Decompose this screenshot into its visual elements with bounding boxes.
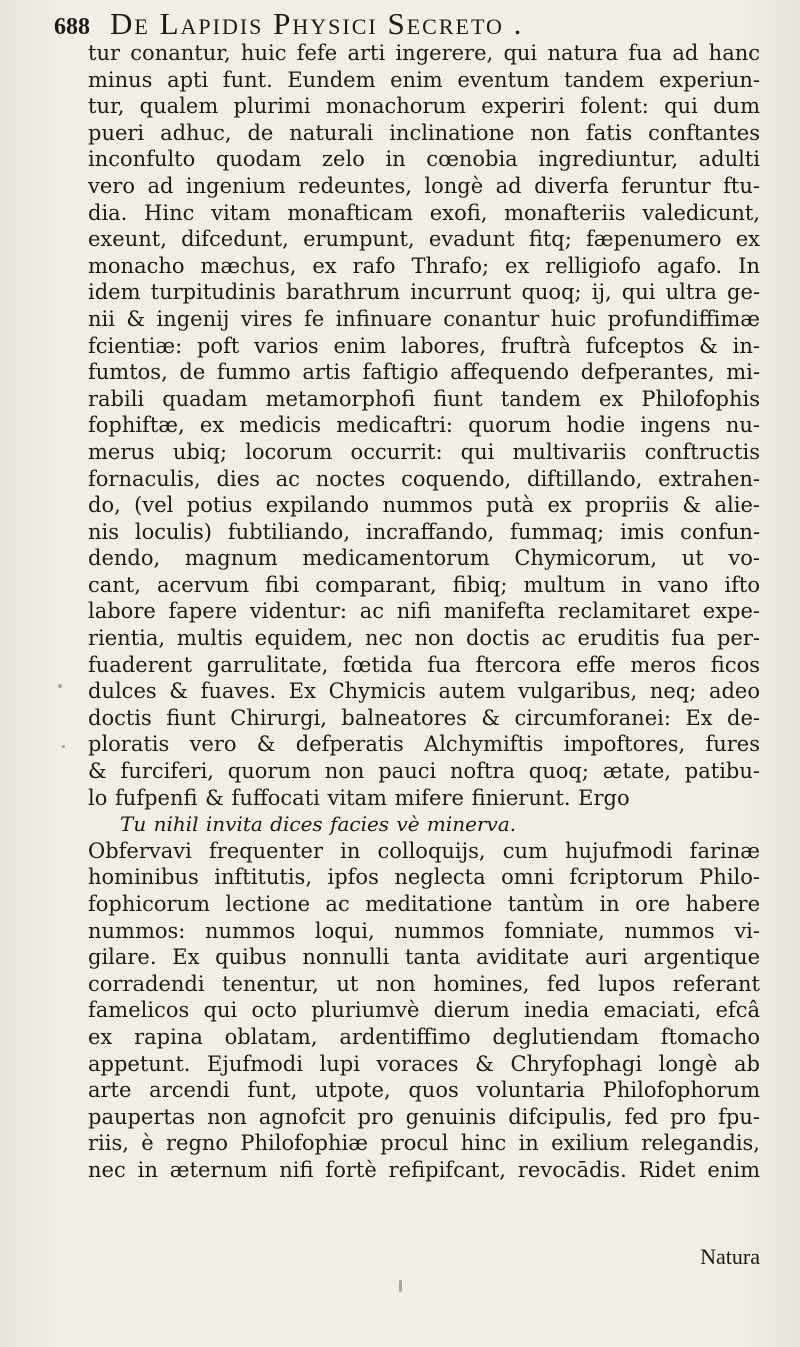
text-line: famelicos qui octo pluriumvè dierum inedia emaciati, efcâ (88, 998, 760, 1023)
text-line: monacho mæchus, ex rafo Thrafo; ex relligiofo agafo. In (88, 253, 760, 278)
text-line: riis, è regno Philofophiæ procul hinc in exilium relegandis, (88, 1131, 760, 1156)
text-line: doctis fiunt Chirurgi, balneatores & circumforanei: Ex de- (88, 705, 760, 730)
text-line: vero ad ingenium redeuntes, longè ad diverfa feruntur ftu- (88, 173, 760, 198)
text-line: do, (vel potius expilando nummos putà ex propriis & alie- (88, 493, 760, 518)
text-line: tur conantur, huic fefe arti ingerere, qui natura fua ad hanc (88, 41, 760, 65)
running-head (54, 6, 760, 40)
text-line: paupertas non agnofcit pro genuinis difcipulis, fed pro fpu- (88, 1104, 760, 1129)
text-line: exeunt, difcedunt, erumpunt, evadunt fitq; fæpenumero ex (88, 227, 760, 252)
text-line: rabili quadam metamorphofi fiunt tandem ex Philofophis (88, 386, 760, 411)
italic-quote-line: Tu nihil invita dices facies vè minerva. (120, 812, 517, 837)
text-line: cant, acervum fibi comparant, fibiq; multum in vano ifto (88, 572, 760, 597)
text-line: hominibus inftitutis, ipfos neglecta omni fcriptorum Philo- (88, 865, 760, 890)
text-line: fuaderent garrulitate, fœtida fua ftercora effe meros ficos (88, 652, 760, 677)
text-line: merus ubiq; locorum occurrit: qui multivariis conftructis (88, 439, 760, 464)
text-line: idem turpitudinis barathrum incurrunt quoq; ij, qui ultra ge- (88, 280, 760, 305)
text-line: corradendi tenentur, ut non homines, fed lupos referant (88, 971, 760, 996)
text-line: appetunt. Ejufmodi lupi voraces & Chryfophagi longè ab (88, 1051, 760, 1076)
paper-speck (62, 745, 65, 748)
text-line: lo fufpenfi & fuffocati vitam mifere finierunt. Ergo (88, 785, 630, 810)
text-line: dendo, magnum medicamentorum Chymicorum, ut vo- (88, 546, 760, 571)
paper-speck (58, 684, 62, 688)
paper-speck (399, 1280, 402, 1292)
text-line: dia. Hinc vitam monafticam exofi, monafteriis valedicunt, (88, 200, 760, 225)
text-line: inconfulto quodam zelo in cœnobia ingrediuntur, adulti (88, 147, 760, 172)
text-line: nummos: nummos loqui, nummos fomniate, nummos vi- (88, 918, 760, 943)
running-title: De Lapidis Physici Secreto . (110, 6, 524, 41)
text-line: fophiftæ, ex medicis medicaftri: quorum hodie ingens nu- (88, 413, 760, 438)
page-number: 688 (54, 14, 90, 40)
text-line: fornaculis, dies ac noctes coquendo, diftillando, extrahen- (88, 466, 760, 491)
text-line: nii & ingenij vires fe infinuare conantur huic profundiffimæ (88, 306, 760, 331)
text-line: labore fapere videntur: ac nifi manifefta reclamitaret expe- (88, 599, 760, 624)
text-line: gilare. Ex quibus nonnulli tanta aviditate auri argentique (88, 945, 760, 970)
text-line: tur, qualem plurimi monachorum experiri folent: qui dum (88, 94, 760, 119)
text-line: fumtos, de fummo artis faftigio affequendo defperantes, mi- (88, 360, 760, 385)
text-line: ploratis vero & defperatis Alchymiftis impoftores, fures (88, 732, 760, 757)
text-line: nec in æternum nifi fortè refipifcant, revocādis. Ridet enim (88, 1157, 760, 1182)
catchword: Natura (700, 1244, 760, 1269)
text-line: pueri adhuc, de naturali inclinatione non fatis conftantes (88, 120, 760, 145)
text-line: & furciferi, quorum non pauci noftra quoq; ætate, patibu- (88, 759, 760, 784)
text-line: arte arcendi funt, utpote, quos voluntaria Philofophorum (88, 1078, 760, 1103)
text-line: rientia, multis equidem, nec non doctis ac eruditis fua per- (88, 626, 760, 651)
text-line: ex rapina oblatam, ardentiffimo deglutiendam ftomacho (88, 1024, 760, 1049)
text-line: fcientiæ: poft varios enim labores, fruftrà fufceptos & in- (88, 333, 760, 358)
text-line: minus apti funt. Eundem enim eventum tandem experiun- (88, 67, 760, 92)
body-text (88, 40, 760, 1184)
text-line: fophicorum lectione ac meditatione tantùm in ore habere (88, 892, 760, 916)
text-line: Obfervavi frequenter in colloquijs, cum hujufmodi farinæ (88, 838, 760, 863)
text-line: nis loculis) fubtiliando, incraffando, fummaq; imis confun- (88, 519, 760, 544)
text-line: dulces & fuaves. Ex Chymicis autem vulgaribus, neq; adeo (88, 679, 760, 704)
